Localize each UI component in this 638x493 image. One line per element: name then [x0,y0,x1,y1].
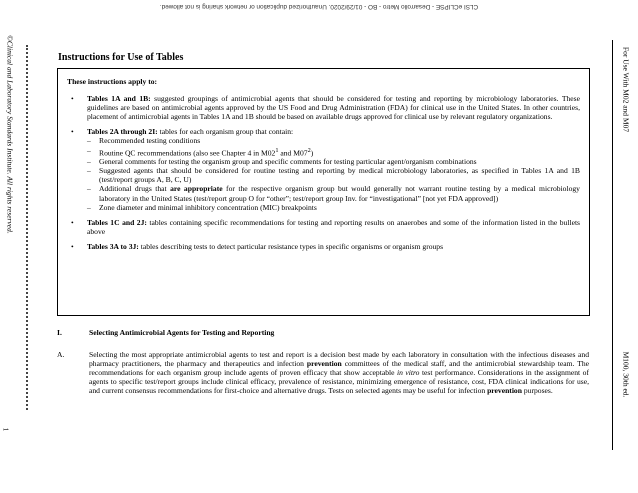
bullet-label: Tables 3A to 3J: [87,241,139,251]
bullet-text: tables describing tests to detect particular resistance types in specific organisms or organism groups [138,241,444,251]
right-margin [610,0,638,493]
bullet-text: suggested groupings of antimicrobial agents that should be considered for testing and reporting by microbiology laboratories. These guidelines are based on antimicrobial agents approved by the US Food and Drug Administration (FDA) for clinical use in the United States. In other countries, placement of antimicrobial agents in Tables 1A and 1B should be based on available drugs approved for clinical use by relevant regulatory organizations. [87,94,580,122]
instructions-box [57,68,590,316]
bullet-tables-1c-2j [67,218,580,236]
edition-label: M100, 30th ed. [621,351,631,398]
sub-item: – Zone diameter and minimal inhibitory concentration (MIC) breakpoints [87,202,317,212]
bullet-icon: • [71,241,74,251]
section-heading: Selecting Antimicrobial Agents for Testing and Reporting [89,328,275,337]
bullet-label: Tables 2A through 2I: [87,127,158,137]
box-heading: These instructions apply to: [67,77,158,86]
page-number: 1 [1,427,11,432]
bullet-tables-2a-2i [67,127,580,211]
sub-item: – Recommended testing conditions [87,136,201,146]
bullet-label: Tables 1C and 2J: [87,217,147,227]
bullet-text: tables for each organism group that contain: [157,127,294,137]
bullet-tables-3a-3j [67,242,580,251]
section-number: A. [57,350,65,359]
bullet-label: Tables 1A and 1B: [87,94,151,104]
page-title: Instructions for Use of Tables [58,52,184,63]
running-header: For Use With M02 and M07 [621,46,631,133]
sub-item: – Additional drugs that are appropriate for the respective organism group but would generally not warrant routine testing by a medical microbiology laboratory in the United States (test/report group O for “other”; test/report group Inv. for “investigational” [not yet FDA approved]) [87,184,580,203]
bullet-icon: • [71,217,74,227]
bullet-icon: • [71,127,74,137]
sub-item: – Routine QC recommendations (also see Chapter 4 in $M02^1$ and $M07^2$) [87,145,314,158]
bullet-tables-1a-1b [67,94,580,121]
copyright-notice: ©Clinical and Laboratory Standards Institute. All rights reserved. [5,35,15,234]
bullet-icon: • [71,94,74,104]
bullet-text: tables containing specific recommendations for testing and reporting results on anaerobes and some of the information listed in the bullets above [87,217,581,236]
dotted-rule [26,45,28,410]
section-paragraph: Selecting the most appropriate antimicrobial agents to test and report is a decision best made by each laboratory in consultation with the infectious diseases and pharmacy practitioners, the pharmacy and therapeutics and infection prevention committees of the medical staff, and the antimicrobial stewardship team. The recommendations for each organism group include agents of proven efficacy that show acceptable in vitro test performance. Considerations in the assignment of agents to specific test/report groups include clinical efficacy, prevalence of resistance, minimizing emergence of resistance, cost, FDA clinical indications for use, and current consensus recommendations for first-choice and alternative drugs. Tests on selected agents may be useful for infection prevention purposes. [89,350,590,396]
left-margin [0,0,20,493]
sub-item: – Suggested agents that should be considered for routine testing and reporting by medical microbiology laboratories, as specified in Tables 1A and 1B (test/report groups A, B, C, U) [87,166,580,185]
sub-item: – General comments for testing the organism group and specific comments for testing particular agent/organism combinations [87,157,477,167]
copyright-banner: CLSI eCLIPSE - Desarrollo Metro - BO - 01/29/2020. Unauthorized duplication or network sharing is not allowed. [159,3,479,10]
section-number: I. [57,328,62,337]
